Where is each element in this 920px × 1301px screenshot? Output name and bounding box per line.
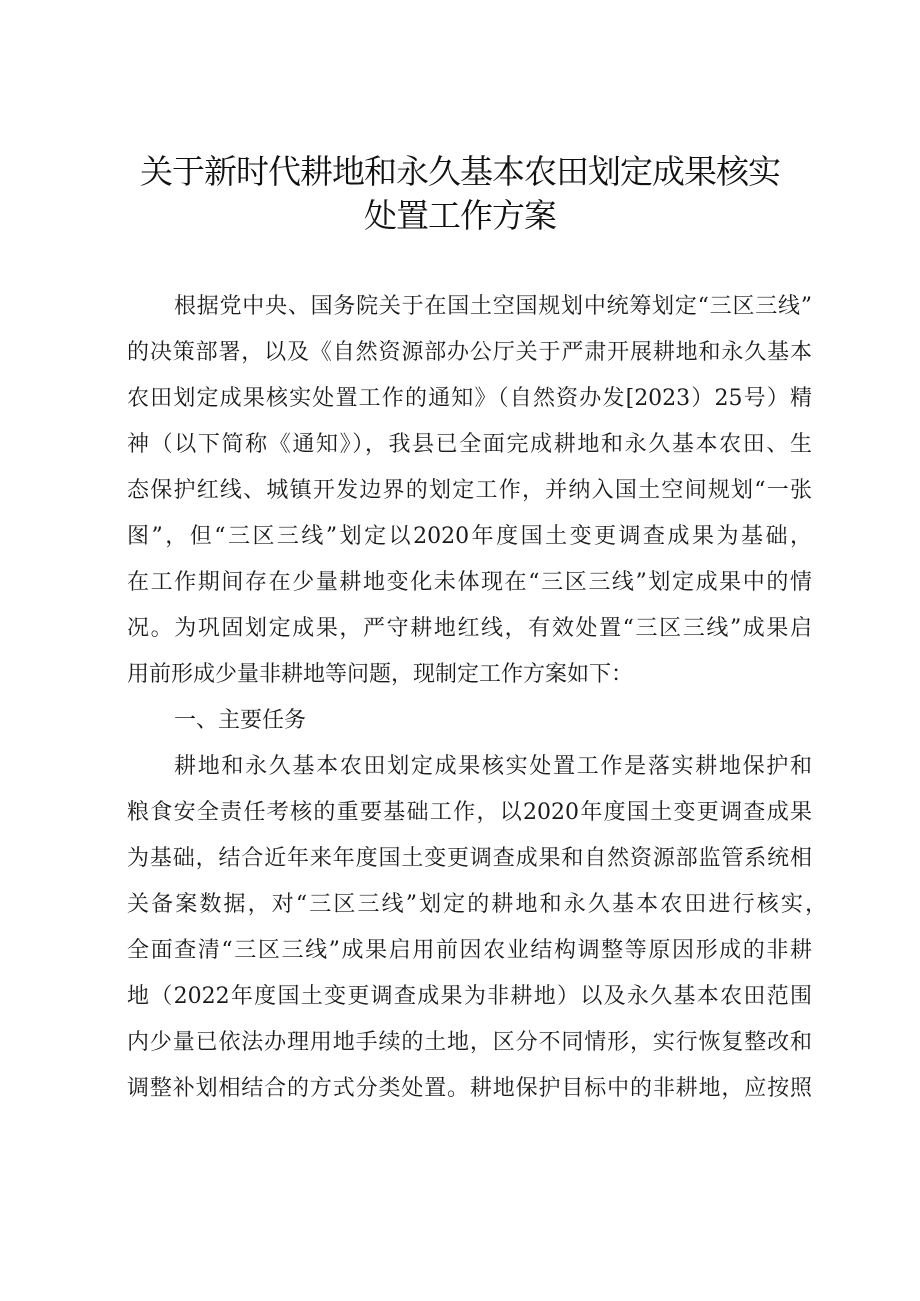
- document-title-line-1: 关于新时代耕地和永久基本农田划定成果核实: [140, 152, 780, 191]
- document-title-line-2: 处置工作方案: [364, 196, 556, 235]
- body-line: 耕地和永久基本农田划定成果核实处置工作是落实耕地保护和: [174, 754, 812, 779]
- body-line: 的决策部署，以及《自然资源部办公厅关于严肃开展耕地和永久基本: [127, 340, 812, 365]
- body-line: 为基础，结合近年来年度国土变更调查成果和自然资源部监管系统相: [127, 846, 812, 871]
- body-line: 根据党中央、国务院关于在国土空国规划中统筹划定“三区三线”: [174, 294, 812, 319]
- body-line: 关备案数据，对“三区三线”划定的耕地和永久基本农田进行核实，: [127, 892, 827, 917]
- section-heading: 一、主要任务: [174, 708, 307, 733]
- body-line: 内少量已依法办理用地手续的土地，区分不同情形，实行恢复整改和: [127, 1030, 812, 1055]
- body-line: 况。为巩固划定成果，严守耕地红线，有效处置“三区三线”成果启: [127, 616, 812, 641]
- body-line: 用前形成少量非耕地等问题，现制定工作方案如下：: [127, 662, 634, 687]
- body-line: 态保护红线、城镇开发边界的划定工作，并纳入国土空间规划“一张: [127, 478, 812, 503]
- body-line: 粮食安全责任考核的重要基础工作，以2020年度国土变更调查成果: [127, 800, 812, 825]
- body-line: 农田划定成果核实处置工作的通知》（自然资办发[2023）25号）精: [127, 386, 812, 411]
- body-line: 全面查清“三区三线”成果启用前因农业结构调整等原因形成的非耕: [127, 938, 812, 963]
- body-line: 在工作期间存在少量耕地变化未体现在“三区三线”划定成果中的情: [127, 570, 812, 595]
- body-line: 调整补划相结合的方式分类处置。耕地保护目标中的非耕地，应按照: [127, 1076, 812, 1101]
- body-line: 神（以下简称《通知》），我县已全面完成耕地和永久基本农田、生: [127, 432, 812, 457]
- body-line: 图”，但“三区三线”划定以2020年度国土变更调查成果为基础，: [127, 524, 812, 549]
- body-line: 地（2022年度国土变更调查成果为非耕地）以及永久基本农田范围: [127, 984, 812, 1009]
